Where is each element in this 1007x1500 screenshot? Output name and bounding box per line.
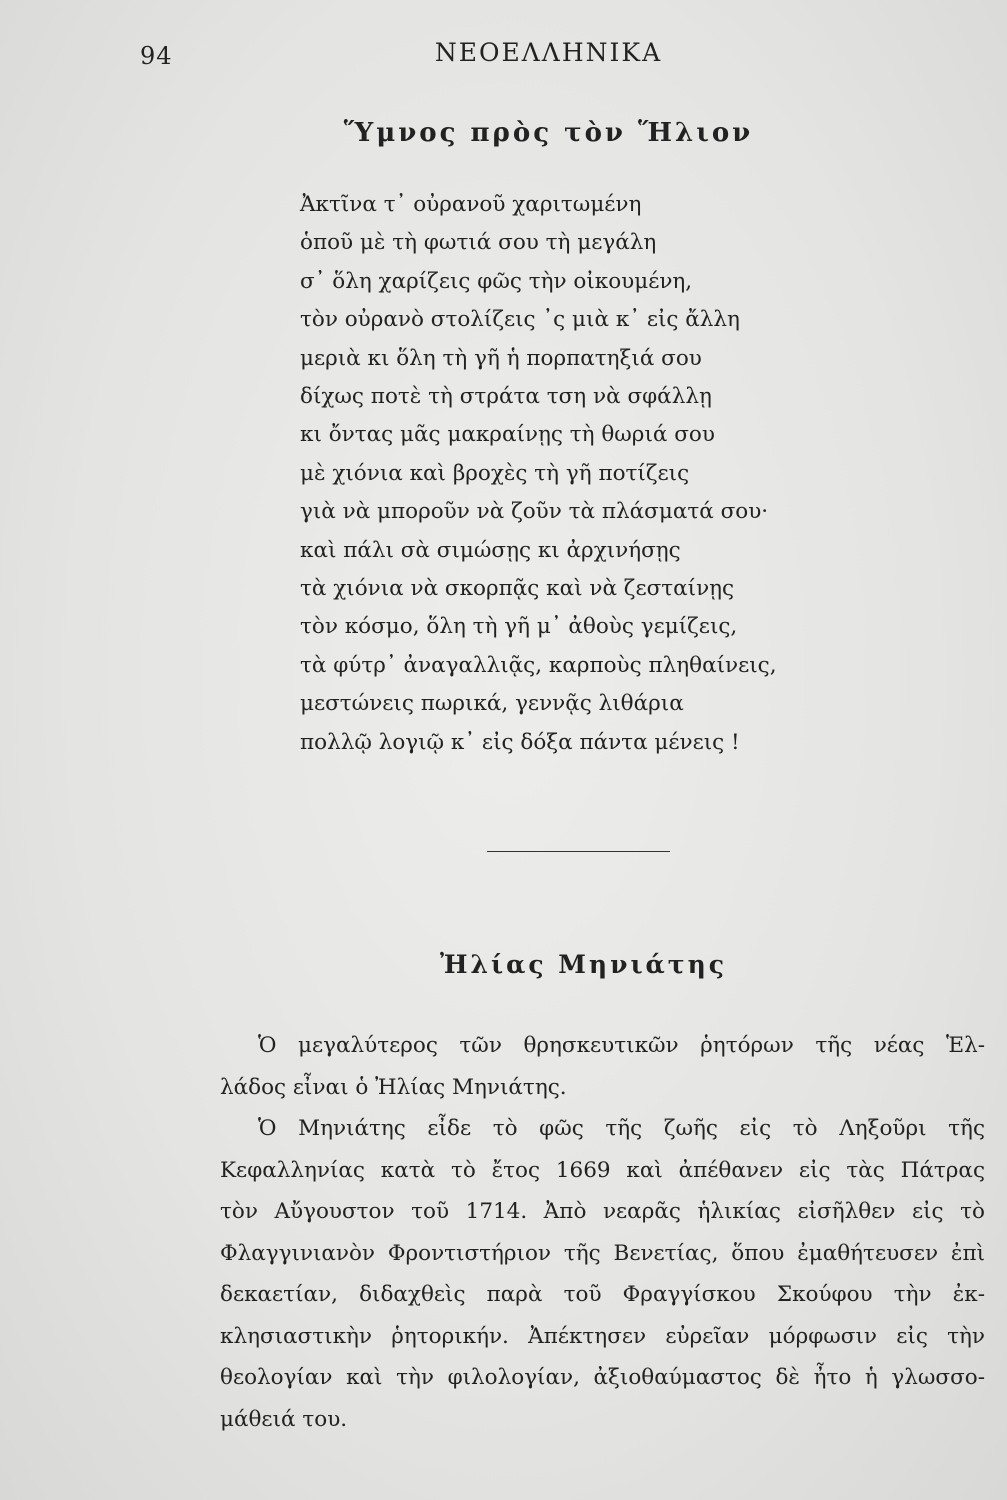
prose-line: Φλαγγινιανὸν Φροντιστήριον τῆς Βενετίας, ὅπου ἐμαθήτευσεν ἐπὶ <box>220 1240 985 1266</box>
poem-line: σ᾽ ὅλη χαρίζεις φῶς τὴν οἰκουμένη, <box>300 268 693 294</box>
poem-line: γιὰ νὰ μποροῦν νὰ ζοῦν τὰ πλάσματά σου· <box>300 499 769 525</box>
prose-line: δεκαετίαν, διδαχθεὶς παρὰ τοῦ Φραγγίσκου Σκούφου τὴν ἐκ- <box>220 1282 985 1307</box>
prose-line: Ὁ Μηνιάτης εἶδε τὸ φῶς τῆς ζωῆς εἰς τὸ Ληξοῦρι τῆς <box>258 1116 985 1141</box>
prose-line: θεολογίαν καὶ τὴν φιλολογίαν, ἀξιοθαύμαστος δὲ ἦτο ἡ γλωσσο- <box>220 1365 985 1390</box>
poem-line: ὁποῦ μὲ τὴ φωτιά σου τὴ μεγάλη <box>300 230 657 256</box>
paragraph <box>220 1108 985 1440</box>
prose-line: τὸν Αὔγουστον τοῦ 1714. Ἀπὸ νεαρᾶς ἡλικίας εἰσῆλθεν εἰς τὸ <box>220 1199 985 1224</box>
poem-line: Ἀκτῖνα τ᾽ οὐρανοῦ χαριτωμένη <box>300 192 642 217</box>
section-divider <box>487 851 670 852</box>
prose-body <box>220 1025 985 1440</box>
poem-line: τὰ φύτρ᾽ ἀναγαλλιᾷς, καρποὺς πληθαίνεις, <box>300 652 777 678</box>
poem-title: Ὕμνος πρὸς τὸν Ἥλιον <box>343 118 754 148</box>
section-title: Ἠλίας Μηνιάτης <box>439 950 728 979</box>
poem-line: μεριὰ κι ὅλη τὴ γῆ ἡ πορπατηξιά σου <box>300 345 702 371</box>
prose-line: λάδος εἶναι ὁ Ἠλίας Μηνιάτης. <box>220 1074 567 1100</box>
prose-line: Κεφαλληνίας κατὰ τὸ ἔτος 1669 καὶ ἀπέθανεν εἰς τὰς Πάτρας <box>220 1157 985 1183</box>
poem-line: μεστώνεις πωρικά, γεννᾷς λιθάρια <box>300 691 684 717</box>
prose-line: κλησιαστικὴν ῥητορικήν. Ἀπέκτησεν εὐρεῖαν μόρφωσιν εἰς τὴν <box>220 1323 985 1349</box>
poem-line: τὰ χιόνια νὰ σκορπᾷς καὶ νὰ ζεσταίνῃς <box>300 576 735 602</box>
poem-line: δίχως ποτὲ τὴ στράτα τση νὰ σφάλλῃ <box>300 384 712 410</box>
poem-line: κι ὄντας μᾶς μακραίνῃς τὴ θωριά σου <box>300 422 715 448</box>
prose-line: Ὁ μεγαλύτερος τῶν θρησκευτικῶν ῥητόρων τῆς νέας Ἑλ- <box>258 1033 985 1058</box>
prose-line: μάθειά του. <box>220 1406 348 1432</box>
poem <box>300 186 940 762</box>
poem-line: μὲ χιόνια καὶ βροχὲς τὴ γῆ ποτίζεις <box>300 460 690 486</box>
poem-line: τὸν οὐρανὸ στολίζεις ᾽ς μιὰ κ᾽ εἰς ἄλλη <box>300 307 740 333</box>
running-head: ΝΕΟΕΛΛΗΝΙΚΑ <box>434 38 663 67</box>
poem-line: τὸν κόσμο, ὅλη τὴ γῆ μ᾽ ἀθοὺς γεμίζεις, <box>300 614 738 640</box>
page-number: 94 <box>140 42 173 70</box>
paragraph <box>220 1025 985 1108</box>
poem-line: καὶ πάλι σὰ σιμώσῃς κι ἀρχινήσῃς <box>300 537 681 563</box>
poem-line: πολλῷ λογιῷ κ᾽ εἰς δόξα πάντα μένεις ! <box>300 729 740 755</box>
